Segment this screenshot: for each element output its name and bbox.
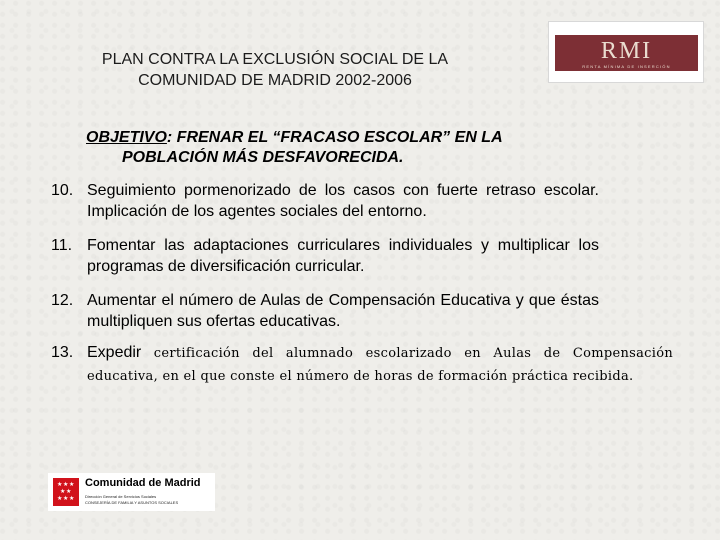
footer-logo-line-1: Dirección General de Servicios Sociales	[85, 494, 157, 499]
objective-label: OBJETIVO	[86, 129, 167, 146]
list-item-number: 12.	[51, 292, 74, 309]
rmi-logo-subtitle: RENTA MÍNIMA DE INSERCIÓN	[582, 64, 671, 69]
list-item	[51, 235, 599, 277]
list-item-text	[87, 342, 673, 388]
list-item-text: Fomentar las adaptaciones curriculares individuales y multiplicar los programas de diversificación curricular.	[87, 237, 599, 275]
objective-text-1: : FRENAR EL “FRACASO ESCOLAR” EN LA	[166, 129, 503, 146]
slide-title	[60, 49, 490, 91]
rmi-logo-band	[555, 35, 698, 71]
list-item	[51, 290, 599, 332]
objective-line-2: POBLACIÓN MÁS DESFAVORECIDA.	[122, 149, 404, 166]
rmi-logo	[548, 21, 704, 83]
objective-line-1	[86, 128, 606, 148]
comunidad-de-madrid-name: Comunidad de Madrid	[85, 477, 201, 489]
list-item-number: 13.	[51, 344, 74, 361]
rmi-logo-mark: RMI	[600, 38, 653, 64]
slide-title-line-1: PLAN CONTRA LA EXCLUSIÓN SOCIAL DE LA	[101, 51, 449, 68]
footer-logo-line-2: CONSEJERÍA DE FAMILIA Y ASUNTOS SOCIALES	[85, 500, 179, 505]
list-item-text: Aumentar el número de Aulas de Compensación Educativa y que éstas multipliquen sus ofertas educativas.	[87, 292, 599, 330]
list-item-text: Seguimiento pormenorizado de los casos con fuerte retraso escolar. Implicación de los agentes sociales del entorno.	[87, 182, 599, 220]
slide-title-line-2: COMUNIDAD DE MADRID 2002-2006	[138, 72, 412, 89]
list-item-text-rest: certificación del alumnado escolarizado en Aulas de Compensación educativa, en el que conste el número de horas de formación práctica recibida.	[87, 346, 673, 384]
list-item-text-lead: Expedir	[87, 344, 142, 361]
list-item	[51, 342, 673, 388]
objective-statement	[86, 128, 606, 168]
comunidad-de-madrid-logo	[48, 473, 215, 511]
list-item-number: 10.	[51, 182, 74, 199]
list-item-number: 11.	[51, 237, 73, 254]
list-item	[51, 180, 599, 222]
madrid-flag-icon: ★ ★ ★ ★ ★ ★ ★ ★	[53, 478, 79, 506]
